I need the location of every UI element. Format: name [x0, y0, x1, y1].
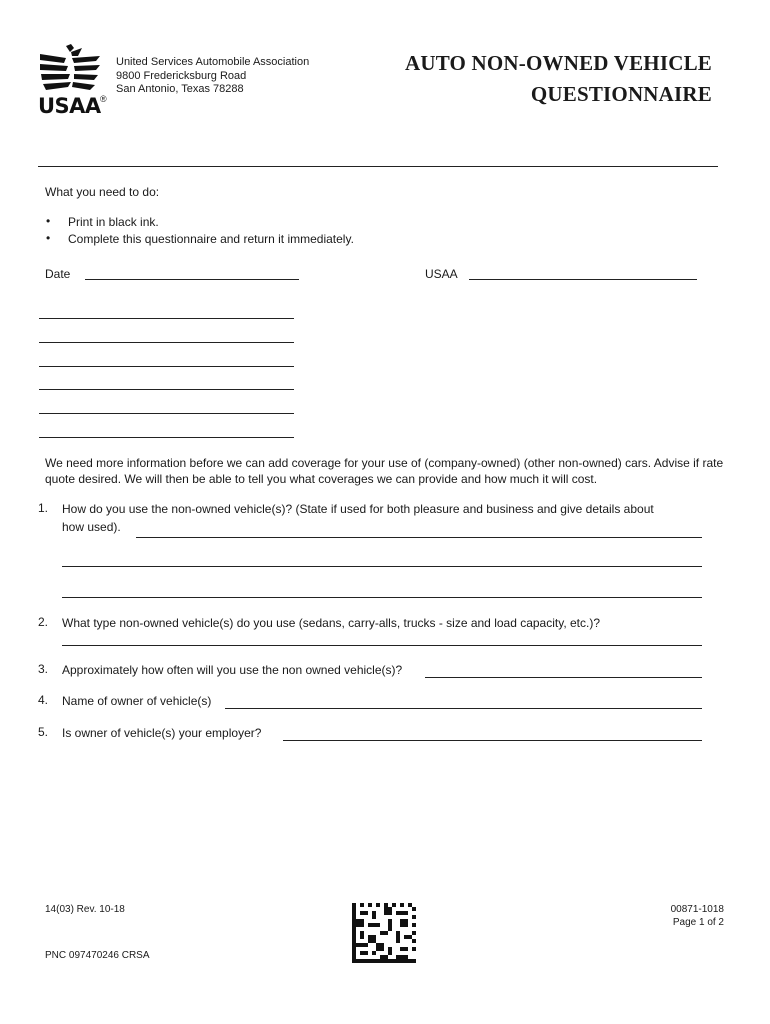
pnc-code: PNC 097470246 CRSA [45, 950, 150, 961]
address-field[interactable] [39, 413, 294, 414]
question-4-text: Name of owner of vehicle(s) [62, 694, 212, 708]
intro-paragraph: We need more information before we can add coverage for your use of (company-owned) (other non-owned) cars. Advise if rate quote desired. We will then be able to tell you what coverages we can provide and how much it will cost. [45, 456, 724, 486]
bullet-icon: • [46, 214, 51, 228]
usaa-number-field[interactable] [469, 279, 697, 280]
question-number: 4. [38, 693, 49, 707]
question-number: 1. [38, 501, 49, 515]
question-3-text: Approximately how often will you use the non owned vehicle(s)? [62, 663, 403, 677]
answer-field[interactable] [425, 677, 702, 678]
address-field[interactable] [39, 437, 294, 438]
title-line-2: QUESTIONNAIRE [530, 82, 712, 106]
answer-field[interactable] [225, 708, 702, 709]
answer-field[interactable] [62, 566, 702, 567]
registered-mark: ® [100, 94, 107, 104]
address-field[interactable] [39, 366, 294, 367]
barcode-icon [352, 903, 416, 963]
answer-field[interactable] [283, 740, 702, 741]
address-block [116, 56, 309, 97]
page-number: Page 1 of 2 [672, 917, 724, 928]
logo-text: USAA [38, 94, 101, 118]
header-divider [38, 166, 718, 167]
question-2-text: What type non-owned vehicle(s) do you use (sedans, carry-alls, trucks - size and load capacity, etc.)? [62, 616, 601, 630]
question-1-text-cont: how used). [62, 520, 121, 534]
address-field[interactable] [39, 389, 294, 390]
title-line-1: AUTO NON-OWNED VEHICLE [404, 51, 712, 75]
usaa-number-label: USAA [425, 267, 458, 281]
form-title [405, 48, 712, 110]
bullet-icon: • [46, 231, 51, 245]
form-code: 00871-1018 [670, 904, 724, 915]
date-field[interactable] [85, 279, 299, 280]
address-field[interactable] [39, 318, 294, 319]
instruction-item: Complete this questionnaire and return it immediately. [68, 232, 354, 246]
answer-field[interactable] [62, 645, 702, 646]
instructions-heading: What you need to do: [45, 185, 160, 199]
answer-field[interactable] [136, 537, 702, 538]
address-line-2: San Antonio, Texas 78288 [116, 83, 244, 95]
date-label: Date [45, 267, 71, 281]
question-1-text: How do you use the non-owned vehicle(s)? (State if used for both pleasure and business and give details about [62, 502, 654, 516]
form-revision: 14(03) Rev. 10-18 [45, 904, 125, 915]
usaa-logo [38, 44, 110, 122]
answer-field[interactable] [62, 597, 702, 598]
question-5-text: Is owner of vehicle(s) your employer? [62, 726, 262, 740]
address-field[interactable] [39, 342, 294, 343]
address-line-1: 9800 Fredericksburg Road [116, 69, 247, 82]
eagle-icon [38, 44, 102, 94]
instruction-item: Print in black ink. [68, 215, 159, 229]
question-number: 3. [38, 662, 49, 676]
org-name: United Services Automobile Association [116, 56, 310, 68]
question-number: 2. [38, 615, 49, 629]
question-number: 5. [38, 725, 49, 739]
